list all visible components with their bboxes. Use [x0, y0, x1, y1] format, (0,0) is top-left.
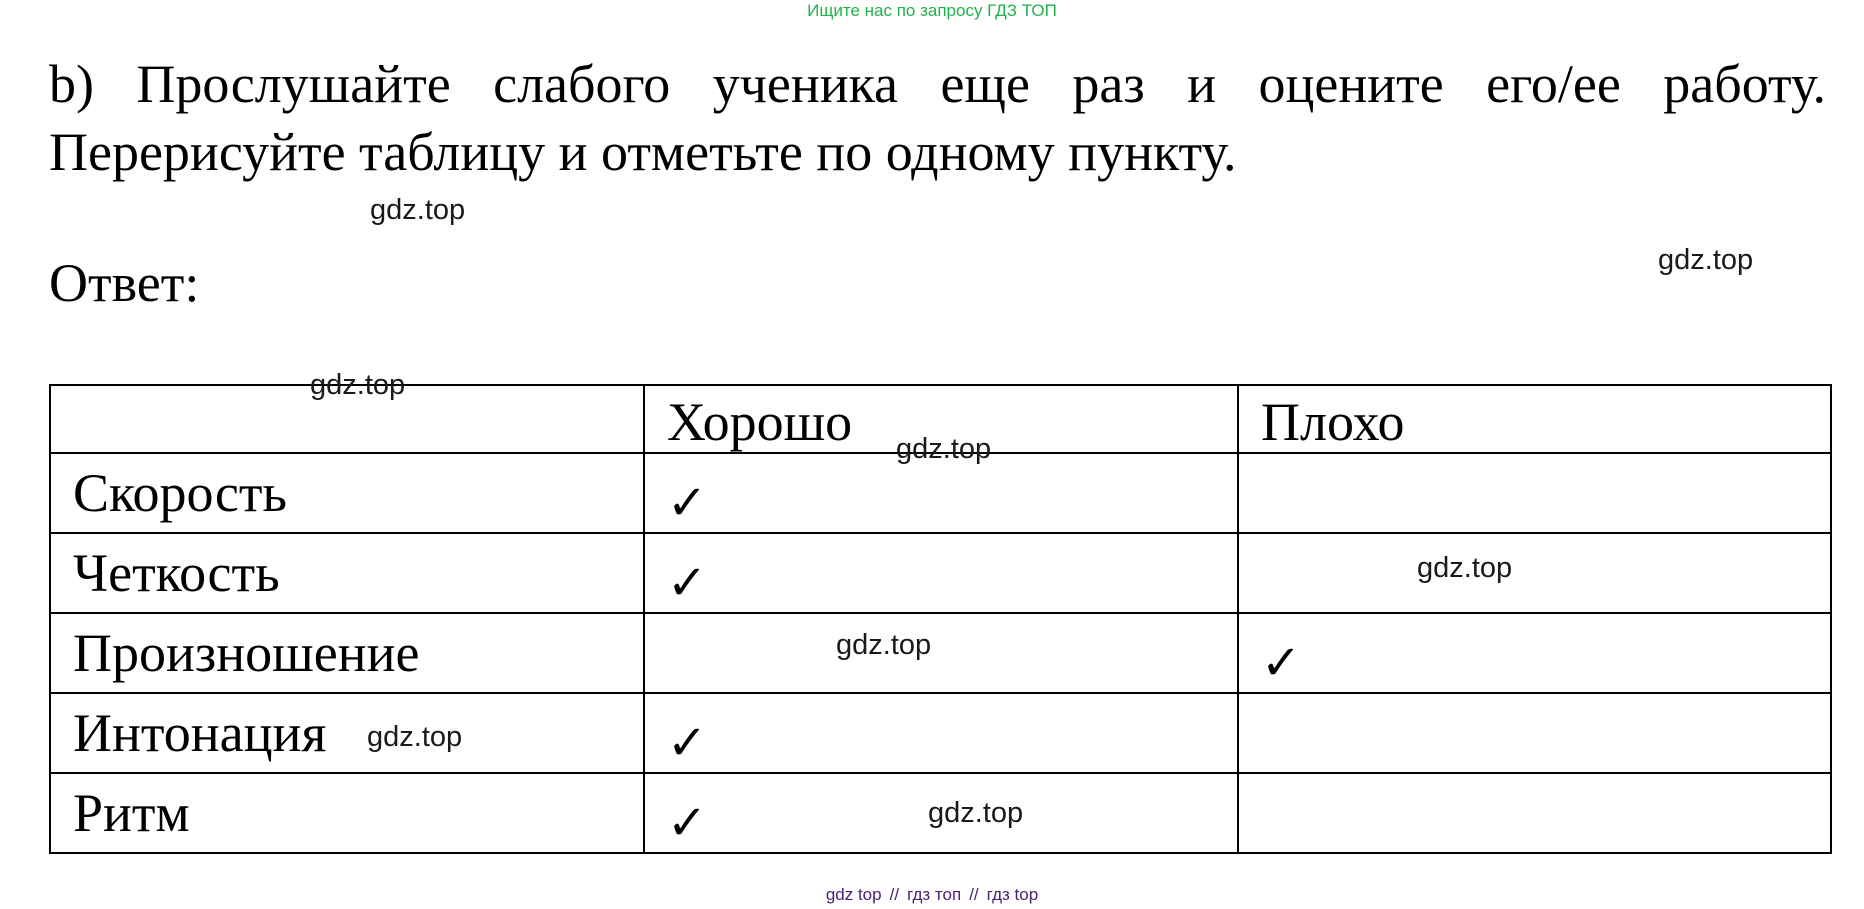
watermark: gdz.top	[1417, 552, 1513, 584]
row-label: Четкость	[50, 533, 644, 613]
bad-cell	[1238, 613, 1831, 693]
bad-cell	[1238, 693, 1831, 773]
good-cell	[644, 693, 1238, 773]
top-banner[interactable]: Ищите нас по запросу ГДЗ ТОП	[807, 1, 1057, 20]
footer-link[interactable]: гдз топ	[907, 885, 962, 904]
footer-separator: //	[969, 885, 979, 904]
good-cell	[644, 613, 1238, 693]
row-label: Ритм	[50, 773, 644, 853]
check-mark-icon: ✓	[667, 715, 708, 771]
answer-label: Ответ:	[49, 253, 200, 313]
check-mark-icon: ✓	[667, 475, 708, 531]
good-cell	[644, 533, 1238, 613]
table-row	[50, 693, 1831, 773]
watermark: gdz.top	[1658, 244, 1754, 276]
header-cell-good: Хорошо	[644, 385, 1238, 453]
row-label: Произношение	[50, 613, 644, 693]
footer-links	[0, 884, 1864, 906]
table-row	[50, 533, 1831, 613]
footer-separator: //	[889, 885, 900, 904]
watermark: gdz.top	[370, 194, 466, 226]
watermark: gdz.top	[310, 369, 406, 401]
header-cell-bad: Плохо	[1238, 385, 1831, 453]
check-mark-icon: ✓	[667, 795, 708, 851]
watermark: gdz.top	[928, 797, 1024, 829]
row-label: Интонация	[50, 693, 644, 773]
check-mark-icon: ✓	[1261, 635, 1302, 691]
task-text: b) Прослушайте слабого ученика еще раз и оцените его/ее работу. Перерисуйте таблицу и отметьте по одному пункту.	[49, 54, 1826, 182]
bad-cell	[1238, 773, 1831, 853]
row-label: Скорость	[50, 453, 644, 533]
watermark: gdz.top	[367, 721, 463, 753]
check-mark-icon: ✓	[667, 555, 708, 611]
footer-link[interactable]: gdz top	[825, 885, 882, 904]
watermark: gdz.top	[836, 629, 932, 661]
watermark: gdz.top	[896, 433, 992, 465]
footer-link[interactable]: гдз top	[986, 885, 1039, 904]
bad-cell	[1238, 453, 1831, 533]
bad-cell	[1238, 533, 1831, 613]
table-row	[50, 613, 1831, 693]
